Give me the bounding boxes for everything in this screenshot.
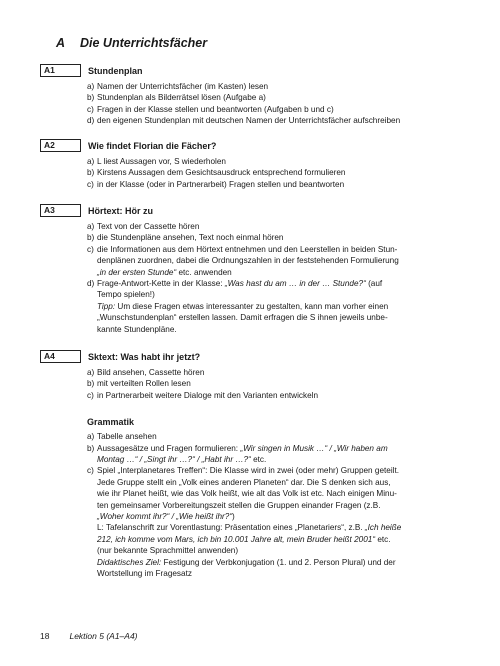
list-item: b) Aussagesätze und Fragen formulieren: „Wir singen in Musik …“ / „Wir haben am Montag …“ / „Singt ihr …?“ / „Habt ihr …?“ etc. (87, 443, 388, 465)
list-item: b) Kirstens Aussagen dem Gesichtsausdruck entsprechend formulieren (87, 168, 346, 178)
list-item: b) die Stundenpläne ansehen, Text noch einmal hören (87, 233, 284, 243)
item-list (87, 221, 470, 335)
list-item: c) Spiel „Interplanetares Treffen“: Die Klasse wird in zwei (oder mehr) Gruppen geteilt. Jede Gruppe stellt ein „Volk eines anderen Planeten“ dar. Die S denken sich aus, wie ihr Planet heißt, wie das Volk heißt, wie alt das Volk ist etc. Nach einigen Minu- ten gemeinsamer Vorbereitungszeit stellen die Gruppen einander Fragen (z.B. „Woher kommt ihr?“ / „Wie heißt ihr?“) L: Tafelanschrift zur Vorentlastung: Präsentation eines „Planetariers“, z.B. „Ich heiße 212, ich komme vom Mars, ich bin 10.001 Jahre alt, mein Bruder heißt 2001“ etc. (nur bekannte Sprachmittel anwenden) Didaktisches Ziel: Festigung der Verbkonjugation (1. und 2. Person Plural) und der Wortstellung im Fragesatz (87, 466, 402, 579)
tipp-label: Tipp: (97, 301, 116, 311)
section-badge: A3 (40, 204, 81, 217)
chapter-letter: A (56, 36, 66, 50)
page-number: 18 (40, 631, 50, 641)
item-list (87, 367, 470, 401)
section-title: Hörtext: Hör zu (88, 205, 153, 216)
lesson-label: Lektion 5 (A1–A4) (69, 631, 138, 641)
list-item: a) L liest Aussagen vor, S wiederholen (87, 157, 226, 166)
list-item: c) in der Klasse (oder in Partnerarbeit) Fragen stellen und beantworten (87, 179, 345, 189)
section-badge: A2 (40, 139, 81, 152)
section-a4 (40, 350, 470, 580)
item-list (87, 156, 470, 190)
section-title: Sktext: Was habt ihr jetzt? (88, 351, 201, 362)
list-item: b) Stundenplan als Bilderrätsel lösen (Aufgabe a) (87, 93, 266, 103)
list-item: d) den eigenen Stundenplan mit deutschen Namen der Unterrichtsfächer aufschreiben (87, 116, 401, 126)
section-title: Stundenplan (88, 65, 143, 76)
section-title: Wie findet Florian die Fächer? (88, 140, 217, 151)
page-title (56, 36, 207, 50)
item-list (87, 81, 470, 127)
section-badge: A4 (40, 350, 81, 363)
list-item: a) Tabelle ansehen (87, 432, 157, 442)
list-item: a) Bild ansehen, Cassette hören (87, 368, 205, 377)
section-a2 (40, 139, 470, 190)
list-item: c) Fragen in der Klasse stellen und beantworten (Aufgaben b und c) (87, 104, 334, 114)
section-a3 (40, 204, 470, 335)
page-footer (40, 631, 138, 641)
list-item: d) Frage-Antwort-Kette in der Klasse: „Was hast du am … in der … Stunde?“ (auf Tempo spielen!) Tipp: Um diese Fragen etwas interessanter zu gestalten, kann man vorher einen „Wunschstundenplan“ erstellen lassen. Damit erfragen die S ihnen jeweils unbe- kannte Stundenpläne. (87, 279, 389, 334)
list-item: a) Text von der Cassette hören (87, 222, 200, 231)
grammatik-list (87, 431, 470, 579)
ziel-label: Didaktisches Ziel: (97, 557, 162, 567)
list-item: a) Namen der Unterrichtsfächer (im Kasten) lesen (87, 82, 269, 91)
section-a1 (40, 64, 470, 127)
list-item: c) die Informationen aus dem Hörtext entnehmen und den Leerstellen in beiden Stun- denplänen zuordnen, dabei die Ordnungszahlen in der feststehenden Formulierung „in der ersten Stunde“ etc. anwenden (87, 244, 399, 277)
section-badge: A1 (40, 64, 81, 77)
list-item: c) in Partnerarbeit weitere Dialoge mit den Varianten entwickeln (87, 390, 319, 400)
chapter-title: Die Unterrichtsfächer (80, 36, 208, 50)
list-item: b) mit verteilten Rollen lesen (87, 379, 191, 389)
grammatik-title: Grammatik (87, 417, 135, 428)
